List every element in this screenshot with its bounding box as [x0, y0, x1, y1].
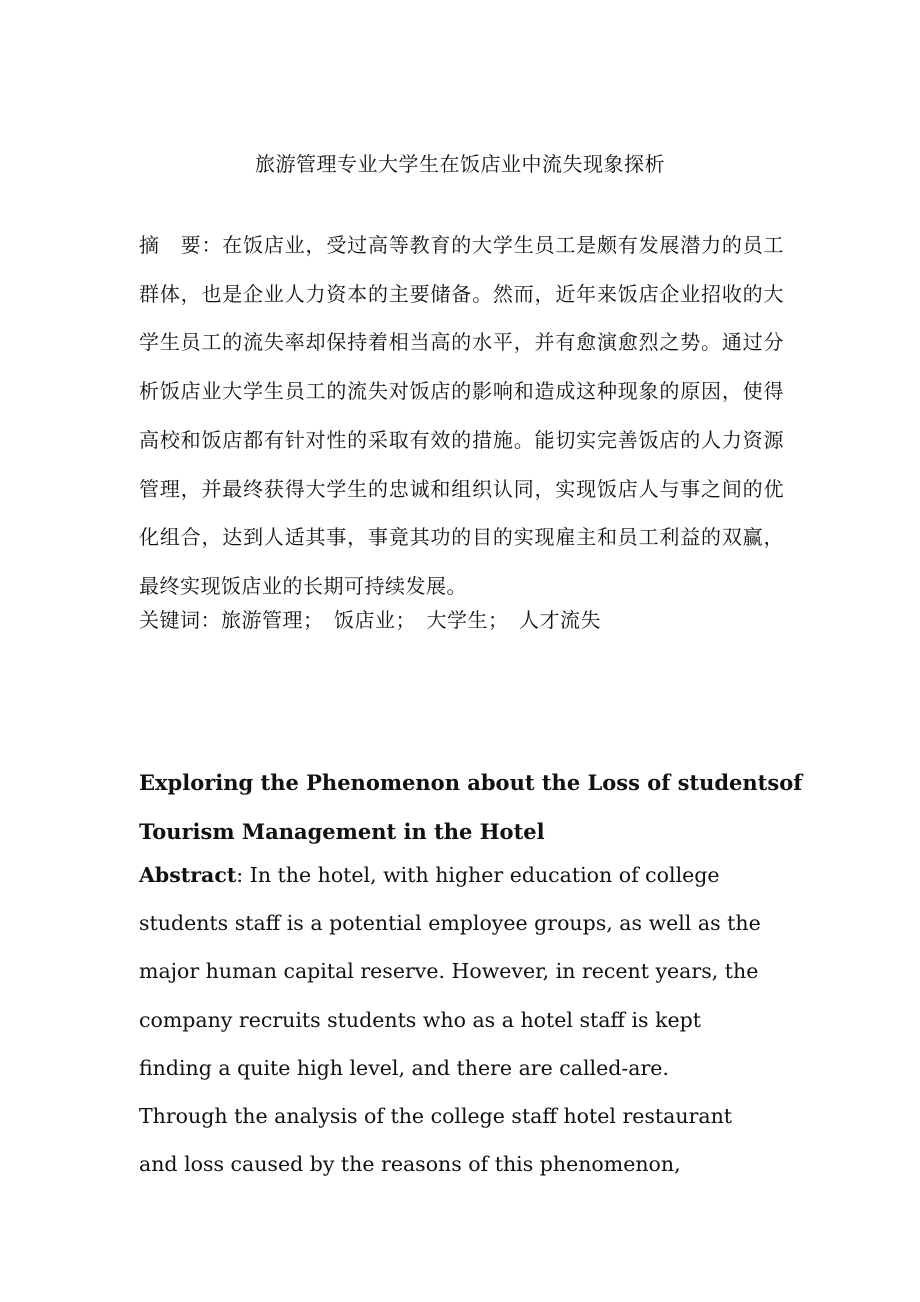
chinese-abstract-text: 在饭店业，受过高等教育的大学生员工是颇有发展潜力的员工群体，也是企业人力资本的主要储备。然而，近年来饭店企业招收的大学生员工的流失率却保持着相当高的水平，并有愈演愈烈之势。通过分析饭店业大学生员工的流失对饭店的影响和造成这种现象的原因，使得高校和饭店都有针对性的采取有效的措施。能切实完善饭店的人力资源管理，并最终获得大学生的忠诚和组织认同，实现饭店人与事之间的优化组合，达到人适其事，事竟其功的目的实现雇主和员工利益的双赢，最终实现饭店业的长期可持续发展。 — [139, 233, 785, 598]
english-abstract-line-4: company recruits students who as a hotel staff is kept — [139, 1007, 702, 1032]
english-abstract-line-3: major human capital reserve. However, in recent years, the — [139, 959, 759, 984]
english-abstract — [139, 851, 789, 1188]
chinese-abstract-label: 摘 要： — [139, 233, 223, 257]
english-title — [139, 759, 803, 856]
english-abstract-line-7: and loss caused by the reasons of this phenomenon, — [139, 1152, 681, 1177]
english-abstract-line-6: Through the analysis of the college staff hotel restaurant — [139, 1104, 733, 1129]
chinese-title: 旅游管理专业大学生在饭店业中流失现象探析 — [255, 152, 665, 176]
english-abstract-line-1 — [139, 851, 789, 899]
english-abstract-line-2: students staff is a potential employee groups, as well as the — [139, 911, 761, 936]
english-abstract-label: Abstract — [139, 863, 237, 887]
english-title-line-2: Tourism Management in the Hotel — [139, 818, 545, 844]
english-title-line-1: Exploring the Phenomenon about the Loss of studentsof — [139, 770, 803, 795]
english-abstract-line-5: finding a quite high level, and there are called-are. — [139, 1055, 669, 1080]
chinese-keywords: 关键词：旅游管理； 饭店业； 大学生； 人才流失 — [139, 608, 601, 632]
english-abstract-line-text: : In the hotel, with higher education of college — [236, 863, 720, 887]
chinese-abstract — [139, 221, 784, 611]
